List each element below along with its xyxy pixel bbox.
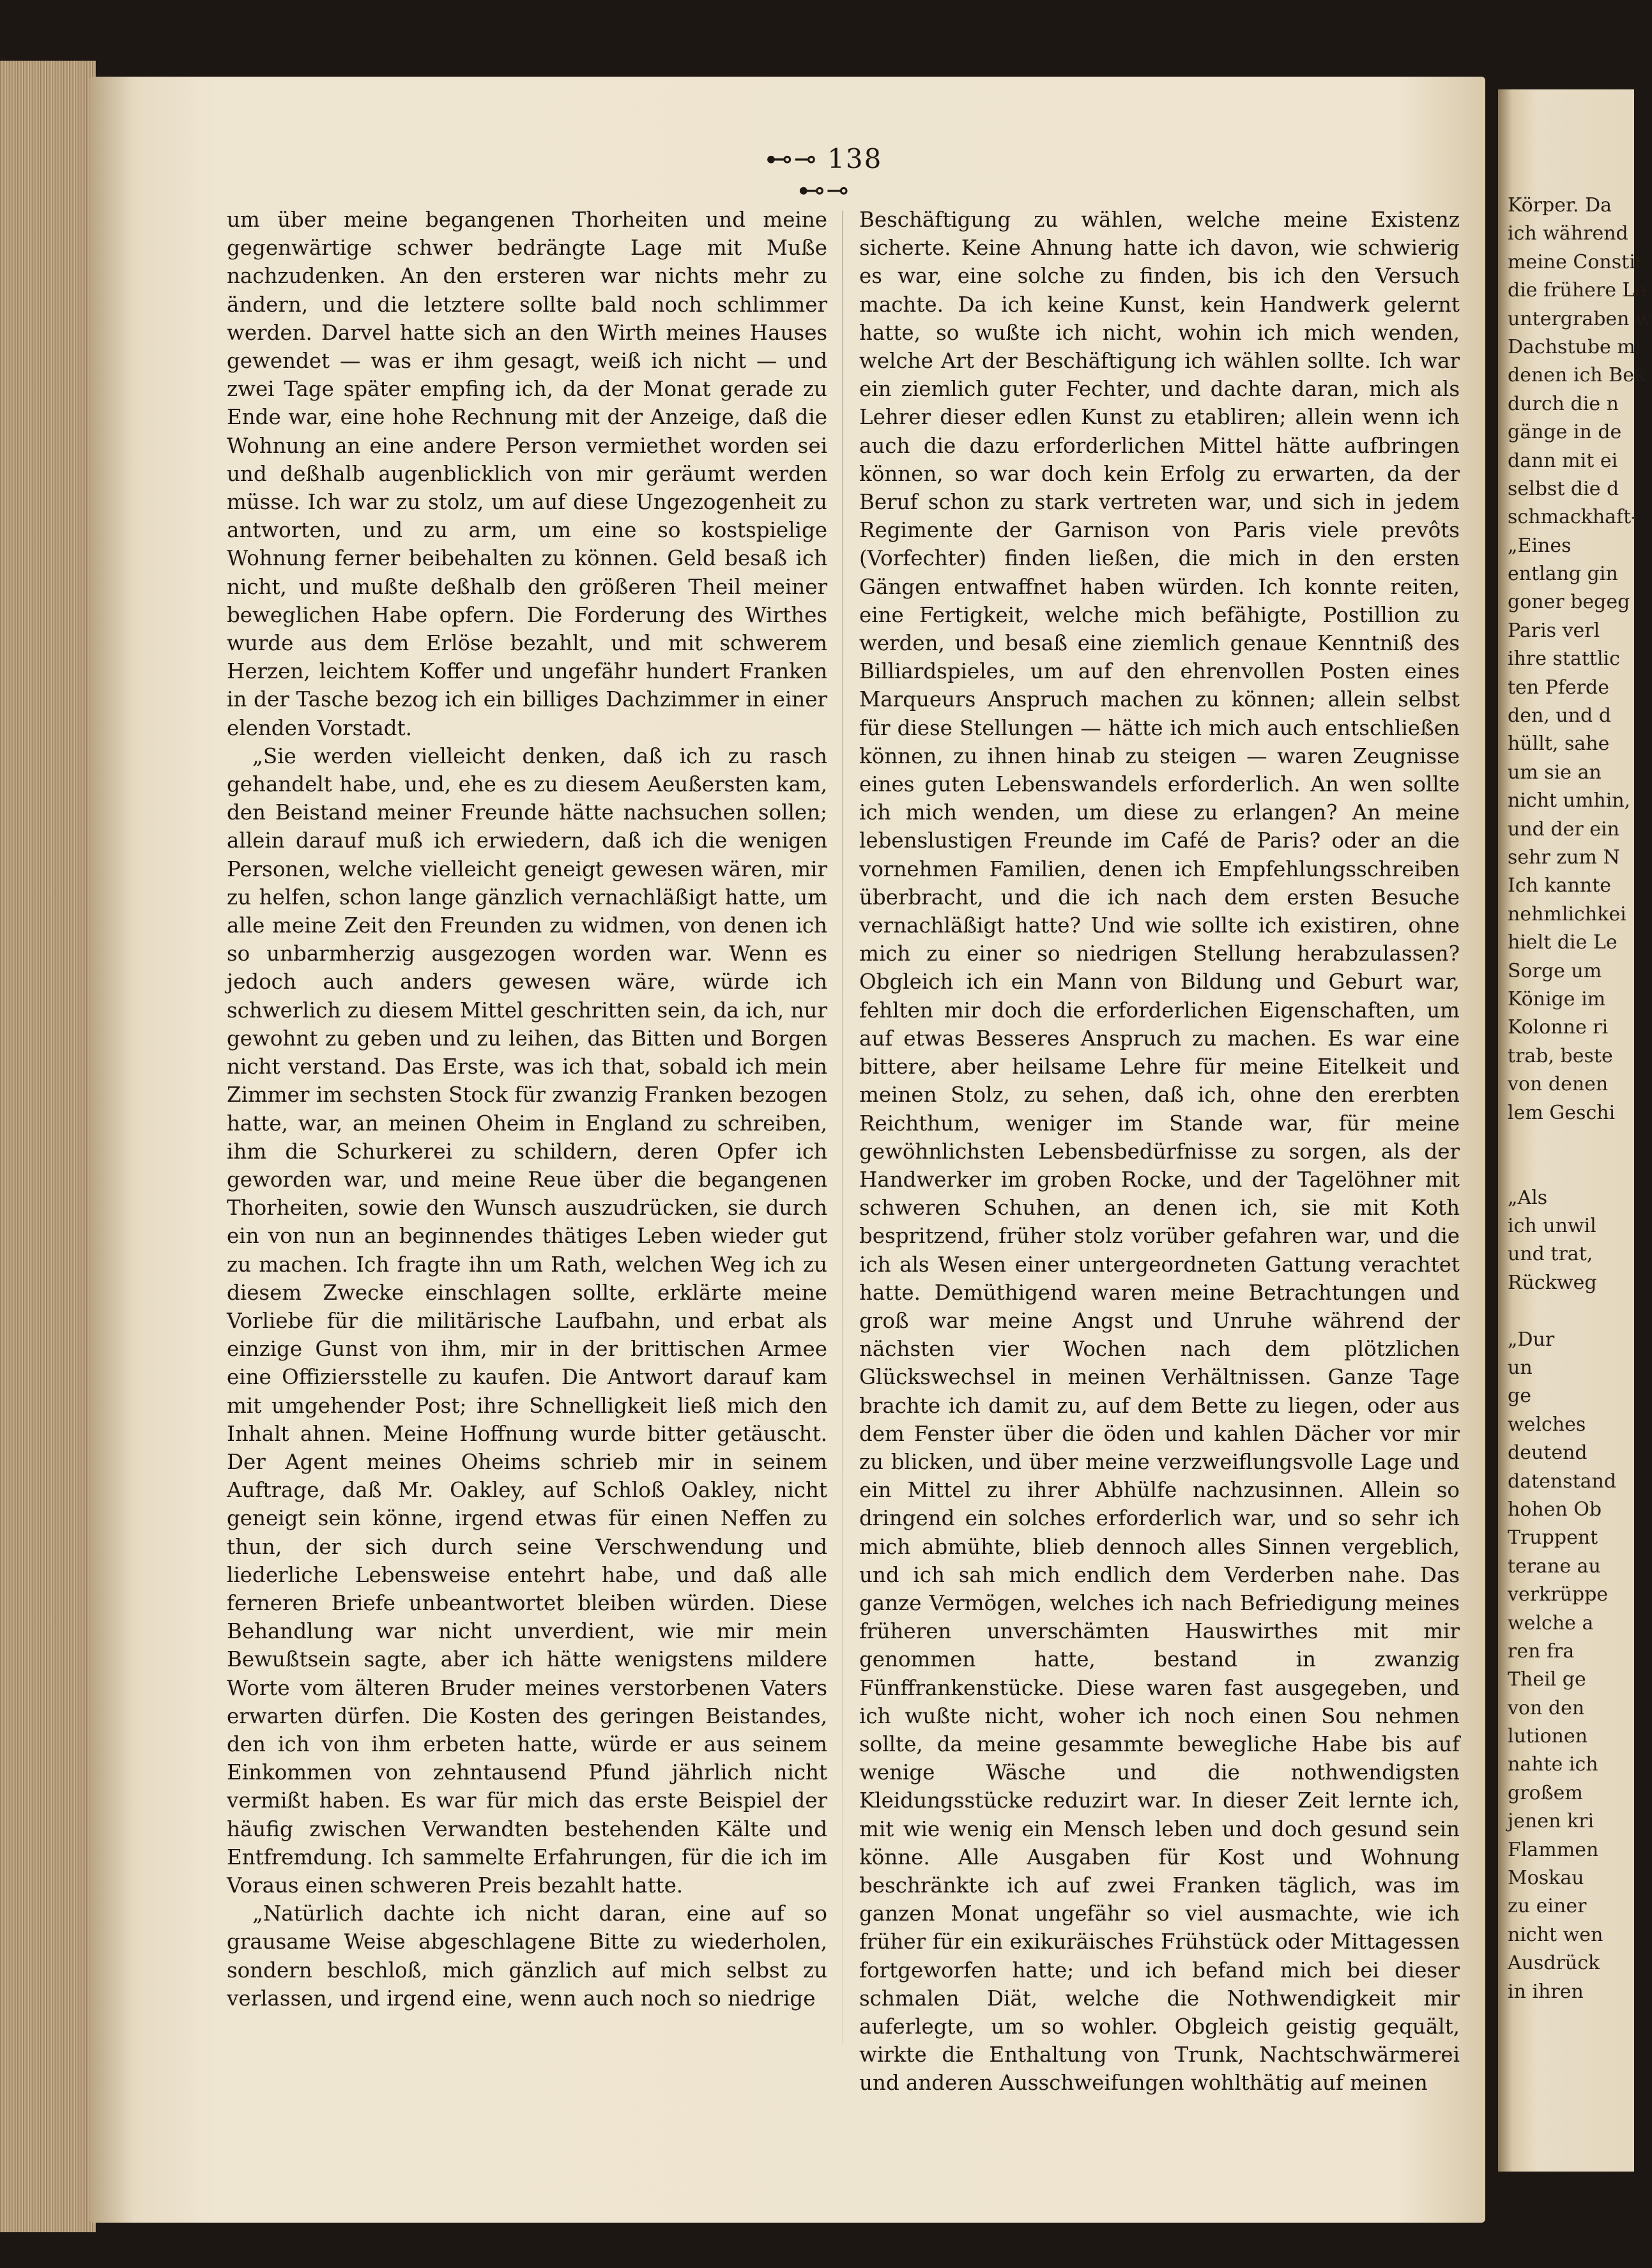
adjacent-page-line: Könige im bbox=[1508, 987, 1606, 1010]
adjacent-page-line: „Eines bbox=[1508, 534, 1572, 557]
adjacent-page-line: deutend bbox=[1508, 1442, 1587, 1465]
paragraph: Beschäftigung zu wählen, welche meine Existenz sicherte. Keine Ahnung hatte ich davon, wie schwierig es war, eine solche zu finden, bis ich den Versuch machte. Da ich keine Kunst, kein Handwerk gelernt hatte, so wußte ich nicht, wohin ich mich wenden, welche Art der Beschäftigung ich wählen sollte. Ich war ein ziemlich guter Fechter, und dachte daran, mich als Lehrer dieser edlen Kunst zu etabliren; allein wenn ich auch die dazu erforderlichen Mittel hätte aufbringen können, so war doch kein Erfolg zu erwarten, da der Beruf schon zu stark vertreten war, und sich in jedem Regimente der Garnison von Paris viele prevôts (Vorfechter) finden ließen, die mich in den ersten Gängen entwaffnet haben würden. Ich konnte reiten, eine Fertigkeit, welche mich befähigte, Postillion zu werden, und besaß eine ziemlich genaue Kenntniß des Billiardspieles, um auf den ehrenvollen Posten eines Marqueurs Anspruch machen zu können; allein selbst für diese Stellungen — hätte ich mich auch entschließen können, zu ihnen hinab zu steigen — waren Zeugnisse eines guten Lebenswandels erforderlich. An wen sollte ich mich wenden, um diese zu erlangen? An meine lebenslustigen Freunde im Café de Paris? oder an die vornehmen Familien, denen ich Empfehlungsschreiben überbracht, und die ich nach dem ersten Besuche vernachläßigt hatte? Und wie sollte ich existiren, ohne mich zu einer so niedrigen Stellung herabzulassen? Obgleich ich ein Mann von Bildung und Geburt war, fehlten mir doch die erforderlichen Eigenschaften, um auf etwas Besseres Anspruch zu machen. Es war eine bittere, aber heilsame Lehre für meine Eitelkeit und meinen Stolz, zu sehen, daß ich, ohne den ererbten Reichthum, weniger im Stande war, für meine gewöhnlichsten Lebensbedürfnisse zu sorgen, als der Handwerker im groben Rocke, und der Tagelöhner mit schweren Schuhen, an denen ich, sie mit Koth bespritzend, früher stolz vorüber gefahren war, und die ich als Wesen einer untergeordneten Gattung verachtet hatte. Demüthigend waren meine Betrachtungen und groß war meine Angst und Unruhe während der nächsten vier Wochen nach dem plötzlichen Glückswechsel in meinen Verhältnissen. Ganze Tage brachte ich damit zu, auf dem Bette zu liegen, oder aus dem Fenster über die öden und kahlen Dächer vor mir zu blicken, und über meine verzweiflungsvolle Lage und ein Mittel zu ihrer Abhülfe nachzusinnen. Allein so dringend ein solches erforderlich war, und so sehr ich mich abmühte, blieb dennoch alles Sinnen vergeblich, und ich sah mich endlich dem Verderben nahe. Das ganze Vermögen, welches ich nach Befriedigung meines früheren unverschämten Hauswirthes mit mir genommen hatte, bestand in zwanzig Fünffrankenstücke. Diese waren fast ausgegeben, und ich wußte nicht, woher ich noch einen Sou nehmen sollte, da meine gesammte bewegliche Habe bis auf wenige Wäsche und die nothwendigsten Kleidungsstücke reduzirt war. In dieser Zeit lernte ich, mit wie wenig ein Mensch leben und doch gesund sein könne. Alle Ausgaben für Kost und Wohnung beschränkte ich auf zwei Franken täglich, was im ganzen Monat ungefähr so viel ausmachte, wie ich früher für ein exikuräisches Frühstück oder Mittagessen fortgeworfen hatte; und ich befand mich bei dieser schmalen Diät, welche die Nothwendigkeit mir auferlegte, um so wohler. Obgleich geistig gequält, wirkte die Enthaltung von Trunk, Nachtschwärmerei und anderen Ausschweifungen wohlthätig auf meinen bbox=[859, 208, 1460, 2096]
left-text-column bbox=[227, 206, 827, 2013]
adjacent-page-line: datenstand bbox=[1508, 1470, 1617, 1493]
adjacent-page-line: und trat, bbox=[1508, 1243, 1593, 1266]
adjacent-page-line: hohen Ob bbox=[1508, 1498, 1602, 1521]
adjacent-page-line: terane au bbox=[1508, 1555, 1601, 1578]
adjacent-page-line: lutionen bbox=[1508, 1725, 1588, 1748]
adjacent-page-line: nicht umhin, bbox=[1508, 789, 1631, 812]
page-number-header bbox=[741, 143, 907, 206]
paragraph: „Sie werden vielleicht denken, daß ich zu rasch gehandelt habe, und, ehe es zu diesem Aeußersten kam, den Beistand meiner Freunde hätte nachsuchen sollen; allein darauf muß ich erwiedern, daß ich die wenigen Personen, welche vielleicht geneigt gewesen wären, mir zu helfen, schon lange gänzlich vernachläßigt hatte, um alle meine Zeit den Freunden zu widmen, von denen ich so unbarmherzig ausgezogen worden war. Wenn es jedoch auch anders gewesen wäre, würde ich schwerlich zu diesem Mittel geschritten sein, da ich, nur gewohnt zu geben und zu leihen, das Bitten und Borgen nicht verstand. Das Erste, was ich that, sobald ich mein Zimmer im sechsten Stock für zwanzig Franken bezogen hatte, war, an meinen Oheim in England zu schreiben, ihm die Schurkerei zu schildern, deren Opfer ich geworden war, und meine Reue über die begangenen Thorheiten, sowie den Wunsch auszudrücken, sie durch ein von nun an beginnendes thätiges Leben wieder gut zu machen. Ich fragte ihn um Rath, welchen Weg ich zu diesem Zwecke einschlagen sollte, erklärte meine Vorliebe für die militärische Laufbahn, und erbat als einzige Gunst von ihm, mir in der brittischen Armee eine Offiziersstelle zu kaufen. Die Antwort darauf kam mit umgehender Post; ihre Schnelligkeit ließ mich den Inhalt ahnen. Meine Hoffnung wurde bitter getäuscht. Der Agent meines Oheims schrieb mir in seinem Auftrage, daß Mr. Oakley, auf Schloß Oakley, nicht geneigt sein könne, irgend etwas für einen Neffen zu thun, der sich durch seine Verschwendung und liederliche Lebensweise entehrt habe, und daß alle ferneren Briefe unbeantwortet bleiben würden. Diese Behandlung war nicht unverdient, wie mir mein Bewußtsein sagte, aber ich hätte wenigstens mildere Worte vom älteren Bruder meines verstorbenen Vaters erwarten dürfen. Die Kosten des geringen Beistandes, den ich von ihm erbeten hatte, würde er aus seinem Einkommen von zehntausend Pfund jährlich nicht vermißt haben. Es war für mich das erste Beispiel der häufig zwischen Verwandten bestehenden Kälte und Entfremdung. Ich sammelte Erfahrungen, für die ich im Voraus einen schweren Preis bezahlt hatte. bbox=[227, 743, 827, 1898]
adjacent-page-line: Ausdrück bbox=[1508, 1952, 1600, 1975]
adjacent-page-line: „Als bbox=[1508, 1186, 1548, 1209]
adjacent-page-line: nicht wen bbox=[1508, 1923, 1603, 1946]
right-text-column bbox=[859, 206, 1460, 2097]
adjacent-page-line: un bbox=[1508, 1357, 1533, 1380]
adjacent-page-line: entlang gin bbox=[1508, 563, 1618, 586]
adjacent-page-line: denen ich Bek bbox=[1508, 364, 1646, 387]
adjacent-page-line: Dachstube mi bbox=[1508, 335, 1642, 358]
adjacent-page-line: Kolonne ri bbox=[1508, 1016, 1609, 1039]
adjacent-page-line: trab, beste bbox=[1508, 1044, 1613, 1067]
adjacent-page-line: zu einer bbox=[1508, 1895, 1587, 1918]
adjacent-page-line: Flammen bbox=[1508, 1838, 1599, 1861]
adjacent-page-line: gänge in de bbox=[1508, 421, 1622, 444]
adjacent-page-line: großem bbox=[1508, 1781, 1583, 1804]
adjacent-page-line: Sorge um bbox=[1508, 959, 1602, 982]
book-page-stack-edge bbox=[0, 61, 96, 2232]
adjacent-page-line: in ihren bbox=[1508, 1980, 1584, 2003]
adjacent-page-line bbox=[1508, 1127, 1635, 1155]
paragraph: „Natürlich dachte ich nicht daran, eine auf so grausame Weise abgeschlagene Bitte zu wiederholen, sondern beschloß, mich gänzlich auf mich selbst zu verlassen, und irgend eine, wenn auch noch so niedrige bbox=[227, 1901, 827, 2011]
adjacent-page-line: welche a bbox=[1508, 1611, 1594, 1634]
adjacent-page-line: verkrüppe bbox=[1508, 1583, 1609, 1606]
adjacent-page-line: und der ein bbox=[1508, 818, 1619, 841]
adjacent-page-line: selbst die d bbox=[1508, 477, 1619, 500]
adjacent-page-line: von denen bbox=[1508, 1073, 1609, 1096]
adjacent-page-line: die frühere Le bbox=[1508, 279, 1647, 302]
adjacent-page-line: Rückweg bbox=[1508, 1271, 1597, 1294]
adjacent-page-line: meine Constit bbox=[1508, 250, 1643, 273]
adjacent-page-line: „Dur bbox=[1508, 1328, 1555, 1351]
adjacent-page-line: den, und d bbox=[1508, 704, 1611, 727]
adjacent-page-line: von den bbox=[1508, 1696, 1585, 1719]
adjacent-page-line: Moskau bbox=[1508, 1867, 1584, 1890]
adjacent-page-line: lem Geschi bbox=[1508, 1101, 1616, 1124]
adjacent-page-line bbox=[1508, 1155, 1635, 1183]
adjacent-page-line: goner begeg bbox=[1508, 591, 1630, 614]
adjacent-page-line: nahte ich bbox=[1508, 1753, 1598, 1776]
ornament-left: ⊷⊸ bbox=[765, 143, 818, 174]
adjacent-page-line: ren fra bbox=[1508, 1640, 1575, 1663]
adjacent-page-text bbox=[1508, 192, 1652, 2006]
adjacent-page-line: ihre stattlic bbox=[1508, 648, 1620, 671]
adjacent-page-line: Körper. Da bbox=[1508, 194, 1612, 217]
page-number: 138 bbox=[827, 143, 883, 174]
paragraph: um über meine begangenen Thorheiten und meine gegenwärtige schwer bedrängte Lage mit Muße nachzudenken. An den ersteren war nichts mehr zu ändern, und die letztere sollte bald noch schlimmer werden. Darvel hatte sich an den Wirth meines Hauses gewendet — was er ihm gesagt, weiß ich nicht — und zwei Tage später empfing ich, da der Monat gerade zu Ende war, eine hohe Rechnung mit der Anzeige, daß die Wohnung an eine andere Person vermiethet worden sei und deßhalb augenblicklich von mir geräumt werden müsse. Ich war zu stolz, um auf diese Ungezogenheit zu antworten, und zu arm, um eine so kostspielige Wohnung ferner beibehalten zu können. Geld besaß ich nicht, und mußte deßhalb den größeren Theil meiner beweglichen Habe opfern. Die Forderung des Wirthes wurde aus dem Erlöse bezahlt, und mit schwerem Herzen, leichtem Koffer und ungefähr hundert Franken in der Tasche bezog ich ein billiges Dachzimmer in einer elenden Vorstadt. bbox=[227, 208, 827, 740]
adjacent-page-line: hielt die Le bbox=[1508, 931, 1618, 954]
adjacent-page-line: welches bbox=[1508, 1413, 1586, 1436]
adjacent-page-line: ich unwil bbox=[1508, 1215, 1596, 1238]
adjacent-page-line: ge bbox=[1508, 1385, 1531, 1408]
column-divider bbox=[842, 211, 843, 2044]
adjacent-page-line: Truppent bbox=[1508, 1526, 1598, 1549]
adjacent-page-line: hüllt, sahe bbox=[1508, 733, 1610, 756]
adjacent-page-line: sehr zum N bbox=[1508, 846, 1620, 869]
ornament-right: ⊷⊸ bbox=[798, 174, 850, 206]
adjacent-page-line: nehmlichkei bbox=[1508, 902, 1626, 925]
adjacent-page-line: Theil ge bbox=[1508, 1668, 1586, 1691]
adjacent-page-line: ich während bbox=[1508, 222, 1628, 245]
adjacent-page-line: ten Pferde bbox=[1508, 676, 1610, 699]
adjacent-page-line: um sie an bbox=[1508, 761, 1602, 784]
adjacent-page-line: untergraben w bbox=[1508, 307, 1652, 330]
adjacent-page-line: jenen kri bbox=[1508, 1810, 1595, 1833]
adjacent-page-line: dann mit ei bbox=[1508, 449, 1618, 472]
adjacent-page-line: schmackhaft- bbox=[1508, 506, 1638, 529]
adjacent-page-line: Ich kannte bbox=[1508, 874, 1612, 897]
adjacent-page-line: durch die n bbox=[1508, 392, 1619, 415]
adjacent-page-line bbox=[1508, 1297, 1635, 1325]
adjacent-page-line: Paris verl bbox=[1508, 619, 1600, 642]
